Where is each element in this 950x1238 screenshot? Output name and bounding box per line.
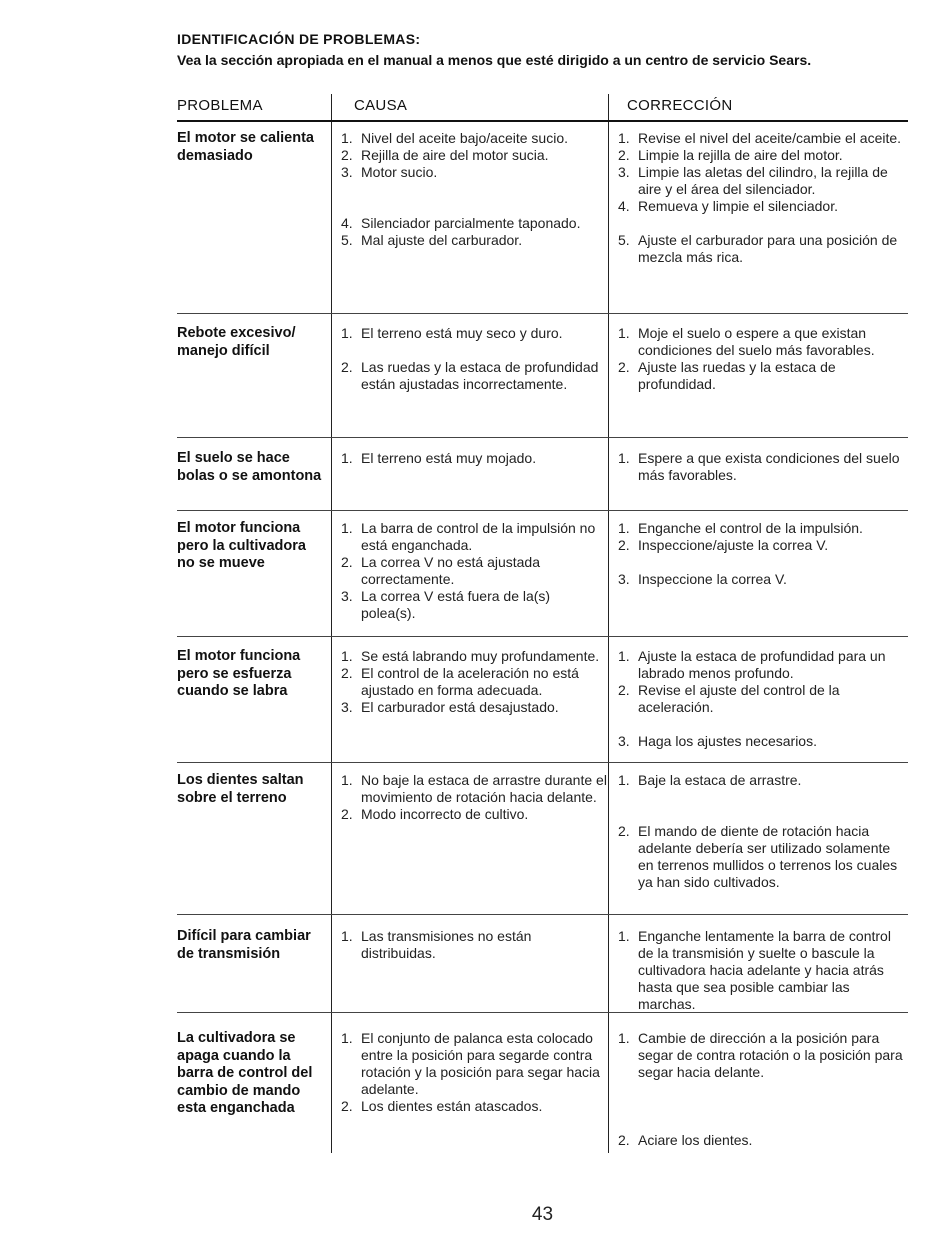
list-item: 1. El terreno está muy mojado.	[341, 450, 537, 466]
list-item: 1. Cambie de dirección a la posición para segar de contra rotación o la posición para segar hacia delante.	[618, 1030, 903, 1080]
list-item: 3. La correa V está fuera de la(s) polea(s).	[341, 588, 551, 621]
cause-list	[339, 648, 607, 716]
header-causa: CAUSA	[354, 97, 408, 114]
problem-label: El motor se calienta demasiado	[177, 130, 314, 164]
column-divider-left	[331, 122, 332, 1153]
page-title: IDENTIFICACIÓN DE PROBLEMAS:	[177, 31, 421, 47]
correction-list	[616, 1030, 908, 1149]
cause-list	[339, 1030, 607, 1115]
cause-list	[339, 130, 607, 249]
list-item: 1. Revise el nivel del aceite/cambie el aceite.	[618, 130, 902, 146]
list-item: 3. Haga los ajustes necesarios.	[618, 733, 817, 749]
list-item: 1. Ajuste la estaca de profundidad para un labrado menos profundo.	[618, 648, 886, 681]
list-item: 2. Rejilla de aire del motor sucia.	[341, 147, 549, 163]
correction-list	[616, 450, 908, 484]
header-divider-right	[608, 94, 609, 120]
list-item: 2. Limpie la rejilla de aire del motor.	[618, 147, 843, 163]
list-item: 2. Ajuste las ruedas y la estaca de profundidad.	[618, 359, 836, 392]
list-item: 1. La barra de control de la impulsión no está enganchada.	[341, 520, 596, 553]
cause-list	[339, 450, 607, 467]
list-item: 2. Modo incorrecto de cultivo.	[341, 806, 529, 822]
cause-list	[339, 325, 607, 393]
list-item: 1. Se está labrando muy profundamente.	[341, 648, 600, 664]
header-divider-left	[331, 94, 332, 120]
correction-list	[616, 928, 908, 1013]
header-rule	[177, 120, 908, 122]
list-item: 1. Las transmisiones no están distribuidas.	[341, 928, 532, 961]
header-problema: PROBLEMA	[177, 97, 263, 114]
intro-text: Vea la sección apropiada en el manual a menos que esté dirigido a un centro de servicio Sears.	[177, 52, 812, 68]
row-divider	[177, 437, 908, 438]
list-item: 1. Enganche lentamente la barra de control de la transmisión y suelte o bascule la cultivadora hacia adelante y hacia atrás hasta que sea posible cambiar las marchas.	[618, 928, 891, 1012]
cause-list	[339, 772, 607, 823]
row-divider	[177, 914, 908, 915]
list-item: 4. Silenciador parcialmente taponado.	[341, 215, 581, 231]
list-item: 1. No baje la estaca de arrastre durante el movimiento de rotación hacia delante.	[341, 772, 607, 805]
list-item: 5. Mal ajuste del carburador.	[341, 232, 523, 248]
list-item: 2. El mando de diente de rotación hacia adelante debería ser utilizado solamente en terrenos mullidos o terrenos los cuales ya han sido cultivados.	[618, 823, 898, 890]
list-item: 3. El carburador está desajustado.	[341, 699, 559, 715]
problem-label: El motor funciona pero se esfuerza cuando se labra	[177, 648, 301, 699]
correction-list	[616, 520, 908, 588]
row-divider	[177, 636, 908, 637]
list-item: 2. Inspeccione/ajuste la correa V.	[618, 537, 829, 553]
header-correccion: CORRECCIÓN	[627, 97, 733, 114]
list-item: 3. Motor sucio.	[341, 164, 438, 180]
problem-label: El suelo se hace bolas o se amontona	[177, 450, 322, 484]
cause-list	[339, 928, 607, 962]
list-item: 2. El control de la aceleración no está ajustado en forma adecuada.	[341, 665, 579, 698]
list-item: 3. Inspeccione la correa V.	[618, 571, 787, 587]
list-item: 2. La correa V no está ajustada correctamente.	[341, 554, 541, 587]
problem-label: La cultivadora se apaga cuando la barra de control del cambio de mando esta enganchada	[177, 1030, 313, 1116]
list-item: 3. Limpie las aletas del cilindro, la rejilla de aire y el área del silenciador.	[618, 164, 888, 197]
page-number: 43	[531, 1204, 554, 1225]
list-item: 2. Los dientes están atascados.	[341, 1098, 543, 1114]
list-item: 2. Aciare los dientes.	[618, 1132, 753, 1148]
list-item: 1. Moje el suelo o espere a que existan condiciones del suelo más favorables.	[618, 325, 875, 358]
list-item: 5. Ajuste el carburador para una posición de mezcla más rica.	[618, 232, 898, 265]
list-item: 2. Las ruedas y la estaca de profundidad están ajustadas incorrectamente.	[341, 359, 599, 392]
correction-list	[616, 648, 908, 750]
row-divider	[177, 510, 908, 511]
list-item: 1. Nivel del aceite bajo/aceite sucio.	[341, 130, 569, 146]
correction-list	[616, 325, 908, 393]
problem-label: Los dientes saltan sobre el terreno	[177, 772, 304, 806]
row-divider	[177, 762, 908, 763]
row-divider	[177, 313, 908, 314]
correction-list	[616, 130, 908, 266]
problem-label: El motor funciona pero la cultivadora no se mueve	[177, 520, 306, 571]
list-item: 4. Remueva y limpie el silenciador.	[618, 198, 838, 214]
list-item: 2. Revise el ajuste del control de la aceleración.	[618, 682, 840, 715]
problem-label: Rebote excesivo/ manejo difícil	[177, 325, 296, 359]
list-item: 1. Enganche el control de la impulsión.	[618, 520, 863, 536]
list-item: 1. El conjunto de palanca esta colocado entre la posición para segarde contra rotación y la posición para segar hacia adelante.	[341, 1030, 600, 1097]
correction-list	[616, 772, 908, 891]
problem-label: Difícil para cambiar de transmisión	[177, 928, 311, 962]
list-item: 1. Espere a que exista condiciones del suelo más favorables.	[618, 450, 900, 483]
list-item: 1. Baje la estaca de arrastre.	[618, 772, 802, 788]
cause-list	[339, 520, 607, 622]
column-divider-right	[608, 122, 609, 1153]
list-item: 1. El terreno está muy seco y duro.	[341, 325, 563, 341]
